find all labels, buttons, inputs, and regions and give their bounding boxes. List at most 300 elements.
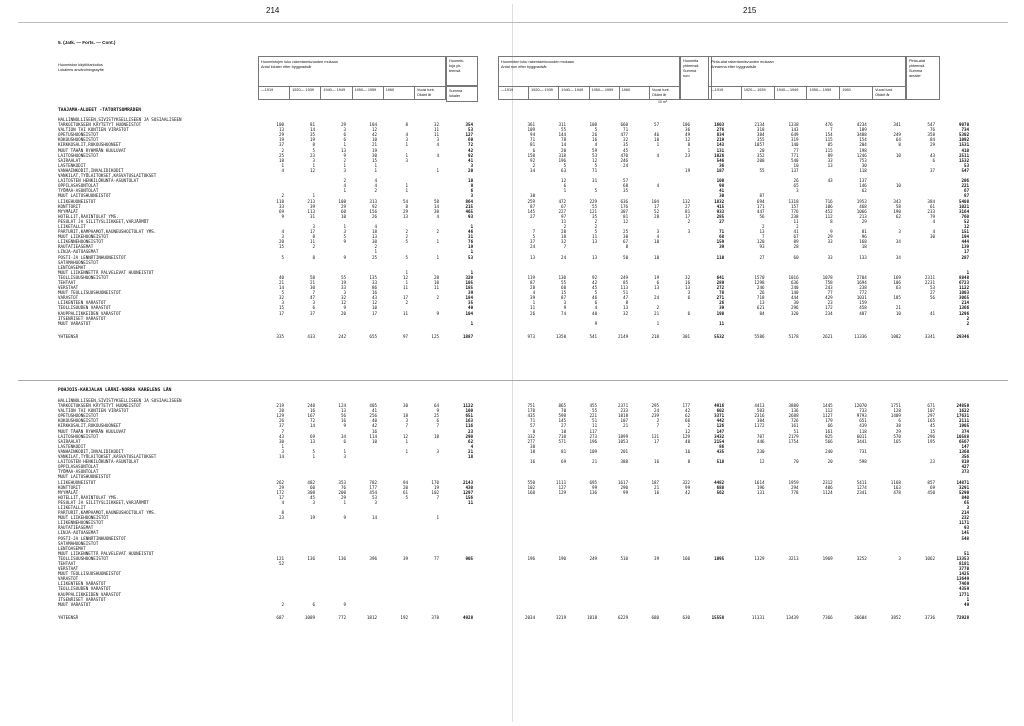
cell-value: 30 [278,438,284,444]
cell-value: 5290 [959,489,970,495]
row-label: TEHTAAT [58,561,76,566]
cell-value: 65 [964,499,970,505]
cell-value: 60 [561,285,567,291]
cell-value: 13 [530,254,536,260]
cell-value: 240 [825,448,833,454]
cell-value: 3 [405,157,408,163]
cell-value: 1614 [754,479,765,485]
cell-value: 94 [530,132,536,138]
cell-value: 2316 [754,413,765,419]
cell-value: 115 [825,137,833,143]
row-label: LINJA-AUTOASEMAT [58,249,99,255]
cell-value: 2341 [856,489,867,495]
cell-value: 52 [278,561,284,566]
row-label: LIIKENTEEN VARASTOT [58,581,106,587]
cell-value: 227 [558,208,567,214]
cell-value: 10 [895,183,901,189]
cell-value: 108 [338,198,346,204]
cell-value: 38 [530,443,536,449]
cell-value: 6 [312,601,315,607]
cell-value: 1 [563,188,567,194]
cell-value: 129 [276,413,284,419]
cell-value: 322 [682,479,691,485]
cell-value: 17 [654,438,660,444]
row-label: MUUT LIIKENNETTÄ PALVELEVAT HUONEISTOT [58,550,154,556]
cell-value: 3 [436,448,439,454]
cell-value: 1 [405,142,408,148]
row-label: ITSENÄISET VARASTOT [58,596,106,602]
cell-value: 18 [402,413,408,419]
cell-value: 51 [793,428,799,434]
cell-value: 161 [825,428,833,434]
cell-value: 30 [371,152,377,158]
cell-value: 5 [594,162,598,168]
group-title: Huoneistojen luku rakentamisvuoden mukaan [261,60,338,64]
cell-value: 427 [961,464,970,470]
row-label: VALTION TAI KUNTIEN VIRASTOT [58,127,129,133]
cell-value: 3 [687,290,691,296]
cell-value: 30 [530,193,536,199]
cell-value: 1 [343,142,346,148]
cell-value: 1 [470,320,474,326]
cell-value: 77 [433,555,439,561]
cell-value: 13 [309,438,315,444]
cell-value: 3441 [856,438,867,444]
cell-value: 17 [309,229,315,235]
cell-value: 3 [343,127,346,133]
cell-value: 716 [825,198,833,204]
cell-value: 130 [558,274,567,280]
cell-value: 15558 [711,614,725,620]
cell-value: 2 [281,193,284,199]
cell-value: 503 [756,408,765,414]
cell-value: 242 [338,333,346,339]
cell-value: 196 [589,438,598,444]
year-col: Vuosi tunt. Okänt år [651,88,670,97]
cell-value: 28 [561,229,567,235]
cell-value: 8848 [959,274,970,280]
cell-value: 29 [861,218,867,224]
cell-value: 9 [281,213,284,219]
cell-value: 31 [468,234,474,240]
cell-value: 156 [465,494,474,500]
cell-value: 5 [405,239,408,245]
cell-value: 106 [893,280,901,285]
cell-value: 687 [276,614,284,620]
cell-value: 21 [895,305,901,311]
cell-value: 93 [468,213,474,219]
cell-value: 172 [276,489,284,495]
cell-value: 15 [561,290,567,296]
cell-value: 1 [470,249,474,255]
cell-value: 14 [561,142,567,148]
cell-value: 865 [558,403,567,409]
cell-value: 3164 [959,208,970,214]
cell-value: 4 [932,229,935,235]
row-label: SATAMAHUONEISTOT [58,540,99,546]
cell-value: 78 [719,290,725,296]
cell-value: 37 [530,239,536,245]
row-label: LAITOSHUONEISTOT [58,152,99,158]
cell-value: 60 [468,137,474,143]
cell-value: 136 [589,489,598,495]
cell-value: 200 [756,157,765,163]
row-label: KOKOUSHUONEISTOT [58,137,99,143]
cell-value: 200 [338,489,346,495]
cell-value: 21 [278,280,284,285]
cell-value: 42 [685,489,691,495]
cell-value: 297 [927,413,935,419]
cell-value: 33 [827,157,833,163]
cell-value: 86 [719,443,725,449]
cell-value: 21 [654,484,660,490]
cell-value: 30 [402,403,408,409]
cell-value: 3 [343,290,346,296]
cell-value: 187 [651,479,660,485]
cell-value: 177 [369,484,377,490]
cell-value: 3488 [856,132,867,138]
cell-value: 12 [371,300,377,306]
cell-value: 1 [436,167,439,173]
cell-value: 718 [756,295,765,301]
cell-value: 100 [465,408,474,414]
cell-value: 3 [405,137,408,143]
cell-value: 4 [594,305,598,311]
cell-value: 378 [431,614,439,620]
cell-value: 1771 [959,591,970,597]
row-label: LASTENKODIT [58,162,86,168]
cell-value: 3065 [959,295,970,301]
cell-value: 3852 [890,614,901,620]
cell-value: 6 [932,157,935,163]
cell-value: 135 [369,274,377,280]
cell-value: 1905 [959,423,970,429]
cell-value: 71 [623,127,629,133]
cell-value: 287 [961,254,970,260]
cell-value: 13 [402,213,408,219]
cell-value: 29 [929,142,935,148]
cell-value: 127 [558,484,567,490]
cell-value: 5 [312,147,315,153]
year-col: Vuosi tunt. Okänt år [875,88,893,97]
cell-value: 13 [623,305,629,311]
cell-value: 388 [620,459,629,465]
cell-value: 46 [468,229,474,235]
cell-value: 1 [343,223,346,229]
cell-value: 112 [825,408,833,414]
cell-value: 125 [431,333,439,339]
cell-value: 55 [592,203,598,209]
cell-value: 11 [309,239,315,245]
cell-value: 106 [682,122,691,128]
cell-value: 2 [532,162,536,168]
cell-value: 67 [623,239,629,245]
cell-value: 68 [719,234,725,240]
cell-value: 2143 [463,479,474,485]
row-label: POSTI-JA LENNÄTINHUONEISTOT [58,254,127,260]
cell-value: 295 [651,403,660,409]
cell-value: 11 [433,127,439,133]
cell-value: 1818 [587,614,598,620]
cell-value: 37 [309,310,315,316]
cell-value: 16 [654,459,660,465]
cell-value: 2511 [959,152,970,158]
cell-value: 66 [827,423,833,429]
cell-value: 566 [825,438,833,444]
cell-value: 1296 [959,310,970,316]
cell-value: 1350 [556,333,567,339]
cell-value: 10 [895,310,901,316]
cell-value: 5411 [856,479,867,485]
cell-value: 2149 [618,333,629,339]
cell-value: 2 [374,244,377,250]
cell-value: 6 [898,418,901,424]
cell-value: 34 [895,239,901,245]
cell-value: 118 [859,167,867,173]
cell-value: 3432 [714,433,725,439]
cell-value: 1 [405,438,408,444]
cell-value: 2 [281,601,284,607]
cell-value: 163 [893,484,901,490]
row-label: SATAMAHUONEISTOT [58,259,99,265]
cell-value: 410 [961,147,970,153]
cell-value: 776 [791,208,799,214]
cell-value: 154 [825,132,833,138]
cell-value: 57 [530,423,536,429]
cell-value: 136 [307,555,315,561]
cell-value: 446 [756,438,765,444]
cell-value: 8 [687,142,691,148]
row-label: TEHTAAT [58,280,76,285]
cell-value: 1 [343,162,346,168]
cell-value: 32 [685,274,691,280]
cell-value: 87 [561,295,567,301]
cell-value: 20 [278,408,284,414]
cell-value: 2 [281,147,284,153]
cell-value: 3 [966,504,970,510]
cell-value: 196 [558,157,567,163]
cell-value: 355 [756,137,765,143]
cell-value: 17 [278,310,284,316]
cell-value: 249 [893,132,901,138]
cell-value: 1338 [788,122,799,128]
cell-value: 20 [278,239,284,245]
row-label: MUUT VARASTOT [58,601,91,607]
cell-value: 76 [340,484,346,490]
row-label: LAITOSTEN HENKILÖKUNTA-ASUNTOLAT [58,178,139,184]
year-col: 1950— 1959 [590,87,620,99]
cell-value: 433 [307,333,315,339]
cell-value: 178 [527,408,536,414]
cell-value: 518 [716,459,725,465]
cell-value: 246 [756,285,765,291]
cell-value: 84 [929,137,935,143]
cell-value: 1 [687,147,691,153]
cell-value: 3213 [788,555,799,561]
cell-value: 201 [620,448,629,454]
cell-value: 249 [620,274,629,280]
cell-value: 13439 [785,614,799,620]
cell-value: 1318 [788,198,799,204]
cell-value: 23 [685,152,691,158]
cell-value: 277 [527,438,536,444]
table-header [58,56,1008,104]
cell-value: 11336 [854,333,867,339]
cell-value: 2312 [822,479,833,485]
cell-value: 163 [465,418,474,424]
cell-value: 7 [563,244,567,250]
cell-value: 53 [371,494,377,500]
year-col: 1950— 1959 [353,87,384,99]
cell-value: 384 [756,418,765,424]
cell-value: 194 [961,234,970,240]
cell-value: 2 [374,188,377,194]
cell-value: 11 [719,320,725,326]
cell-value: 9 [343,423,346,429]
row-label: TYÖMAA-ASUNTOLAT [58,469,99,475]
cell-value: 106 [825,203,833,209]
cell-value: 2111 [959,418,970,424]
cell-value: 13 [592,254,598,260]
cell-value: 442 [716,418,725,424]
cell-value: 731 [859,448,867,454]
cell-value: 2 [966,320,970,326]
cell-value: 6 [312,305,315,311]
cell-value: 3 [656,229,660,235]
cell-value: 19 [309,137,315,143]
cell-value: 64 [895,137,901,143]
cell-value: 26 [719,300,725,306]
cell-value: 358 [927,132,935,138]
cell-value: 39 [468,290,474,296]
cell-value: 157 [791,203,799,209]
cell-value: 3 [436,137,439,143]
cell-value: 14 [309,127,315,133]
cell-value: 54 [402,198,408,204]
cell-value: 1 [405,269,408,275]
row-values [258,602,1008,607]
cell-value: 140 [791,290,799,296]
cell-value: 12 [402,274,408,280]
cell-value: 10 [654,239,660,245]
huoneistoja-total: Huoneis- toja yh- teensä [446,56,478,86]
cell-value: 8 [625,300,629,306]
cell-value: 320 [791,310,799,316]
cell-value: 2 [656,418,660,424]
cell-value: 4 [656,183,660,189]
cell-value: 444 [791,295,799,301]
cell-value: 77 [827,290,833,296]
cell-value: 51 [592,418,598,424]
cell-value: 99 [623,489,629,495]
cell-value: 294 [791,484,799,490]
cell-value: 1 [281,443,284,449]
cell-value: 18 [530,448,536,454]
year-col: —1919 [499,87,529,99]
cell-value: 34 [895,254,901,260]
table-heading: 5. (Jatk. — Forts. — Cont.) [58,40,116,45]
cell-value: 1 [312,193,315,199]
cell-value: 6 [532,147,536,153]
cell-value: 9 [343,254,346,260]
cell-value: 680 [651,614,660,620]
cell-value: 1818 [618,413,629,419]
cell-value: 482 [307,479,315,485]
cell-value: 1751 [890,403,901,409]
cell-value: 13 [759,300,765,306]
cell-value: 124 [338,403,346,409]
cell-value: 3341 [924,333,935,339]
header-stub-line: Lokalens användningssyfte [58,68,104,72]
row-label: LENTOASEMAT [58,264,86,270]
cell-value: 598 [558,413,567,419]
cell-value: 540 [791,157,799,163]
cell-value: 353 [338,479,346,485]
cell-value: 39 [654,555,660,561]
cell-value: 23 [827,300,833,306]
cell-value: 1 [966,596,970,602]
cell-value: 102 [431,489,439,495]
cell-value: 59 [592,147,598,153]
cell-value: 37 [278,423,284,429]
cell-value: 688 [716,484,725,490]
cell-value: 276 [716,127,725,133]
cell-value: 2034 [525,614,536,620]
cell-value: 1 [656,320,660,326]
cell-value: 60 [793,254,799,260]
cell-value: 55 [759,167,765,173]
cell-value: 16 [371,428,377,434]
cell-value: 285 [716,213,725,219]
cell-value: 26 [530,310,536,316]
cell-value: 100 [276,122,284,128]
cell-value: 1026 [714,152,725,158]
cell-value: 21 [309,280,315,285]
cell-value: 9 [830,229,833,235]
cell-value: 707 [756,433,765,439]
cell-value: 204 [859,142,867,148]
cell-value: 17 [402,295,408,301]
cell-value: 69 [309,433,315,439]
cell-value: 61 [402,489,408,495]
row-label: YHTEENSÄ [58,614,79,620]
cell-value: 10 [895,152,901,158]
cell-value: 8 [405,203,408,209]
cell-value: 195 [927,438,935,444]
cell-value: 139 [961,244,970,250]
cell-value: 8 [312,142,315,148]
cell-value: 35 [623,142,629,148]
cell-value: 40 [278,274,284,280]
row-label: KAUPPALIIKKEIDEN VARASTOT [58,591,122,597]
cell-value: 5178 [788,333,799,339]
cell-value: 319 [791,137,799,143]
row-label: VARASTOT [58,576,79,582]
cell-value: 8 [830,218,833,224]
cell-value: 69 [278,208,284,214]
cell-value: 2 [405,234,408,240]
cell-value: 246 [620,157,629,163]
cell-value: 7 [656,423,660,429]
cell-value: 1 [281,162,284,168]
row-label: VANHAINKODIT,INVALIDIKODIT [58,448,124,454]
cell-value: 2231 [924,280,935,285]
cell-value: 78 [561,137,567,143]
cell-value: 571 [558,438,567,444]
cell-value: 352 [756,152,765,158]
cell-value: 2 [436,229,439,235]
cell-value: 3 [312,223,315,229]
